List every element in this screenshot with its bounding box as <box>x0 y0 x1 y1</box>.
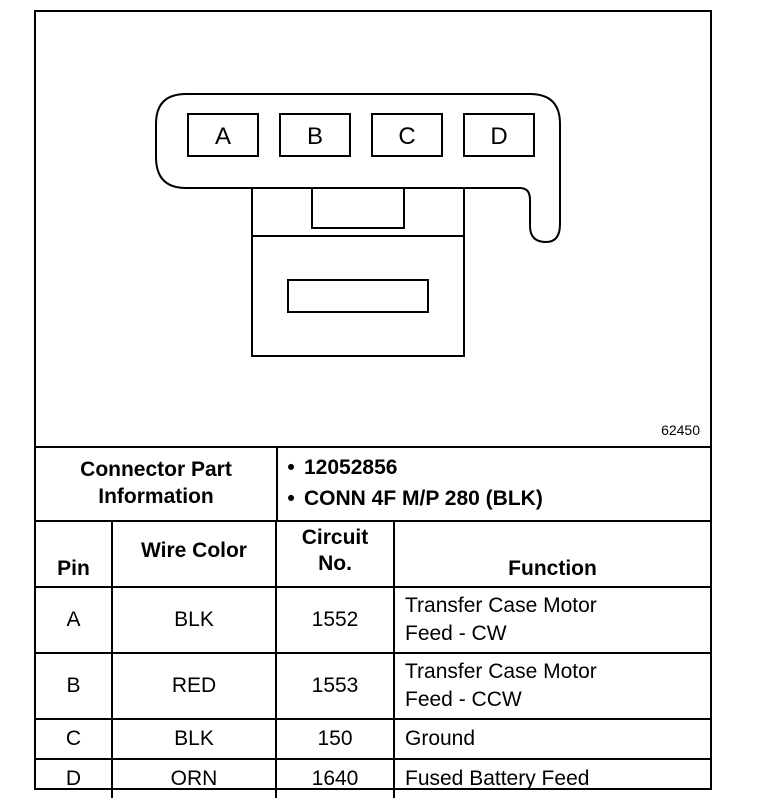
table-row <box>36 759 710 798</box>
reference-number: 62450 <box>661 422 700 438</box>
table-row <box>36 587 710 653</box>
cell-wire-color: BLK <box>112 587 276 653</box>
pin-table <box>36 520 710 798</box>
cell-wire-color: RED <box>112 653 276 719</box>
cell-circuit: 150 <box>276 719 394 759</box>
connector-info-label <box>36 446 278 520</box>
cell-pin: C <box>36 719 112 759</box>
cell-function-line1: Transfer Case Motor <box>405 594 597 617</box>
connector-info-label-line2: Information <box>98 485 214 508</box>
pin-label-d: D <box>490 123 508 150</box>
pin-label-a: A <box>214 123 232 150</box>
cell-function-line1: Transfer Case Motor <box>405 660 597 683</box>
connector-latch <box>312 188 404 228</box>
header-function: Function <box>394 520 710 587</box>
connector-body-lower <box>252 236 464 356</box>
header-wire-color: Wire Color <box>112 520 276 587</box>
header-circuit <box>276 520 394 587</box>
connector-info-label-line1: Connector Part <box>80 458 232 481</box>
cell-function: Fused Battery Feed <box>394 759 710 798</box>
cell-pin: D <box>36 759 112 798</box>
pin-label-c: C <box>398 123 416 150</box>
cell-circuit: 1553 <box>276 653 394 719</box>
connector-info-row <box>36 446 710 522</box>
cell-function <box>394 653 710 719</box>
cell-function: Ground <box>394 719 710 759</box>
connector-diagram <box>36 12 710 448</box>
table-row <box>36 653 710 719</box>
cell-pin: A <box>36 587 112 653</box>
cell-function-line2: Feed - CCW <box>405 688 522 711</box>
connector-housing-outline <box>156 94 560 242</box>
connector-info-item: • CONN 4F M/P 280 (BLK) <box>287 487 543 510</box>
header-pin: Pin <box>36 520 112 587</box>
cell-function <box>394 587 710 653</box>
header-circuit-line2: No. <box>318 552 352 575</box>
cell-wire-color: BLK <box>112 719 276 759</box>
connector-slot <box>288 280 428 312</box>
part-number: 12052856 <box>304 456 398 479</box>
connector-description: CONN 4F M/P 280 (BLK) <box>304 487 543 510</box>
connector-info-item: • 12052856 <box>287 456 398 479</box>
connector-diagram-sheet <box>34 10 712 790</box>
connector-drawing <box>36 12 710 446</box>
table-row <box>36 719 710 759</box>
header-circuit-line1: Circuit <box>301 526 369 549</box>
pin-table-header <box>36 520 710 587</box>
cell-circuit: 1640 <box>276 759 394 798</box>
cell-pin: B <box>36 653 112 719</box>
cell-circuit: 1552 <box>276 587 394 653</box>
cell-function-line2: Feed - CW <box>405 622 507 645</box>
pin-label-b: B <box>306 123 324 150</box>
cell-wire-color: ORN <box>112 759 276 798</box>
connector-info-values <box>278 452 543 514</box>
